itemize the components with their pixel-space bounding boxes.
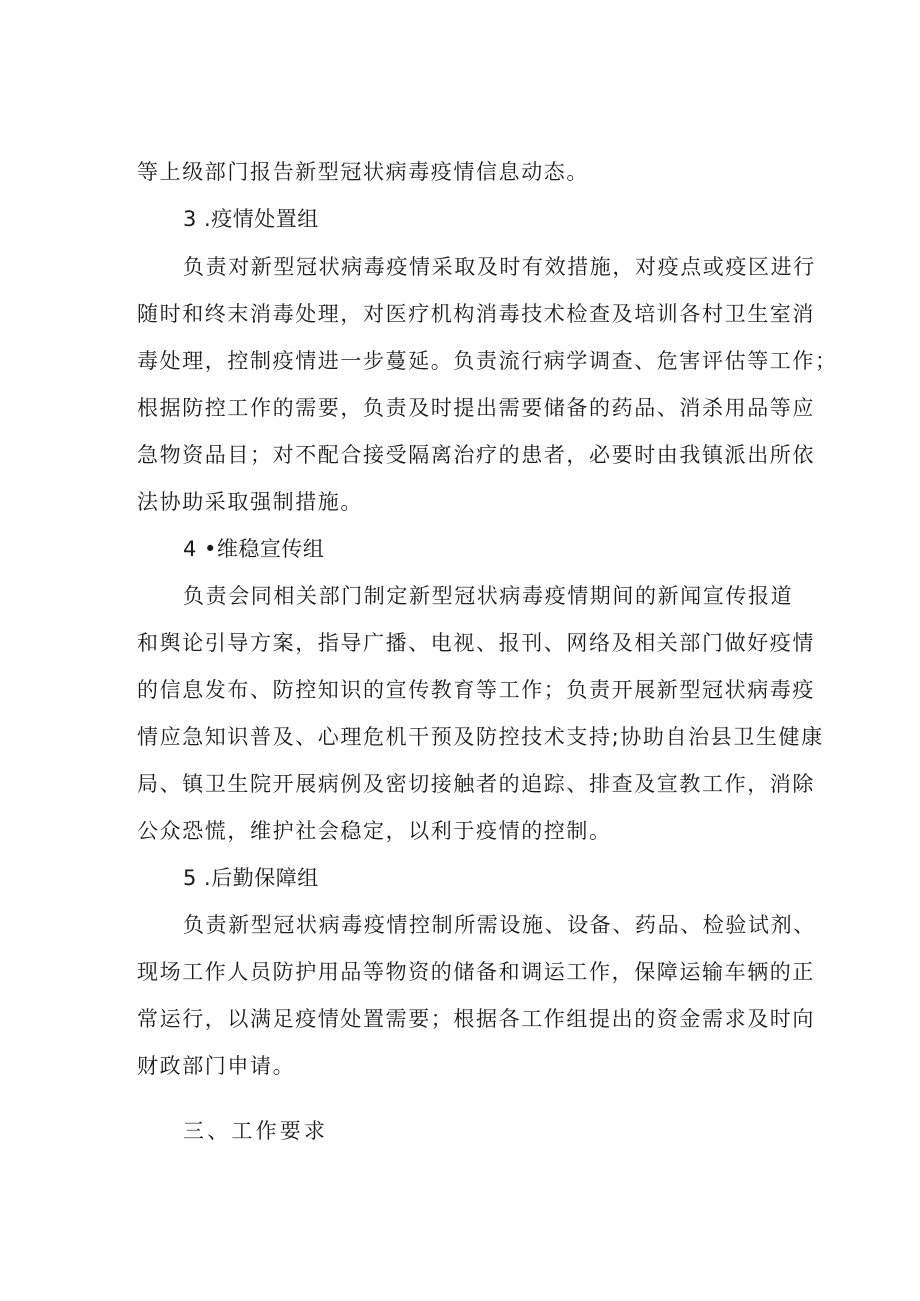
paragraph-line: 的信息发布、防控知识的宣传教育等工作；负责开展新型冠状病毒疫 <box>137 678 815 702</box>
paragraph-line: 常运行，以满足疫情处置需要；根据各工作组提出的资金需求及时向 <box>137 1007 815 1031</box>
paragraph-line: 财政部门申请。 <box>137 1054 296 1078</box>
section-heading-epidemic-response: 3 .疫情处置组 <box>183 207 319 231</box>
paragraph-line: 公众恐慌，维护社会稳定，以利于疫情的控制。 <box>137 819 612 843</box>
section-heading-logistics: 5 .后勤保障组 <box>183 866 319 890</box>
paragraph-line: 毒处理，控制疫情进一步蔓延。负责流行病学调查、危害评估等工作； <box>137 349 838 373</box>
paragraph-line: 等上级部门报告新型冠状病毒疫情信息动态。 <box>137 160 589 184</box>
paragraph-line: 随时和终末消毒处理，对医疗机构消毒技术检查及培训各村卫生室消 <box>137 302 815 326</box>
paragraph-line: 情应急知识普及、心理危机干预及防控技术支持;协助自治县卫生健康 <box>137 725 824 749</box>
paragraph-line: 急物资品目；对不配合接受隔离治疗的患者，必要时由我镇派出所依 <box>137 443 815 467</box>
paragraph-line: 负责对新型冠状病毒疫情采取及时有效措施，对疫点或疫区进行 <box>183 255 816 279</box>
paragraph-line: 负责新型冠状病毒疫情控制所需设施、设备、药品、检验试剂、 <box>183 913 816 937</box>
paragraph-line: 根据防控工作的需要，负责及时提出需要储备的药品、消杀用品等应 <box>137 396 815 420</box>
section-heading-work-requirements: 三、工作要求 <box>183 1119 329 1143</box>
paragraph-line: 和舆论引导方案，指导广播、电视、报刊、网络及相关部门做好疫情 <box>137 631 815 655</box>
paragraph-line: 负责会同相关部门制定新型冠状病毒疫情期间的新闻宣传报道 <box>183 584 794 608</box>
section-heading-stability-publicity: 4 •维稳宣传组 <box>183 537 325 561</box>
paragraph-line: 局、镇卫生院开展病例及密切接触者的追踪、排查及宣教工作，消除 <box>137 772 815 796</box>
paragraph-line: 现场工作人员防护用品等物资的储备和调运工作，保障运输车辆的正 <box>137 960 815 984</box>
paragraph-line: 法协助采取强制措施。 <box>137 490 363 514</box>
